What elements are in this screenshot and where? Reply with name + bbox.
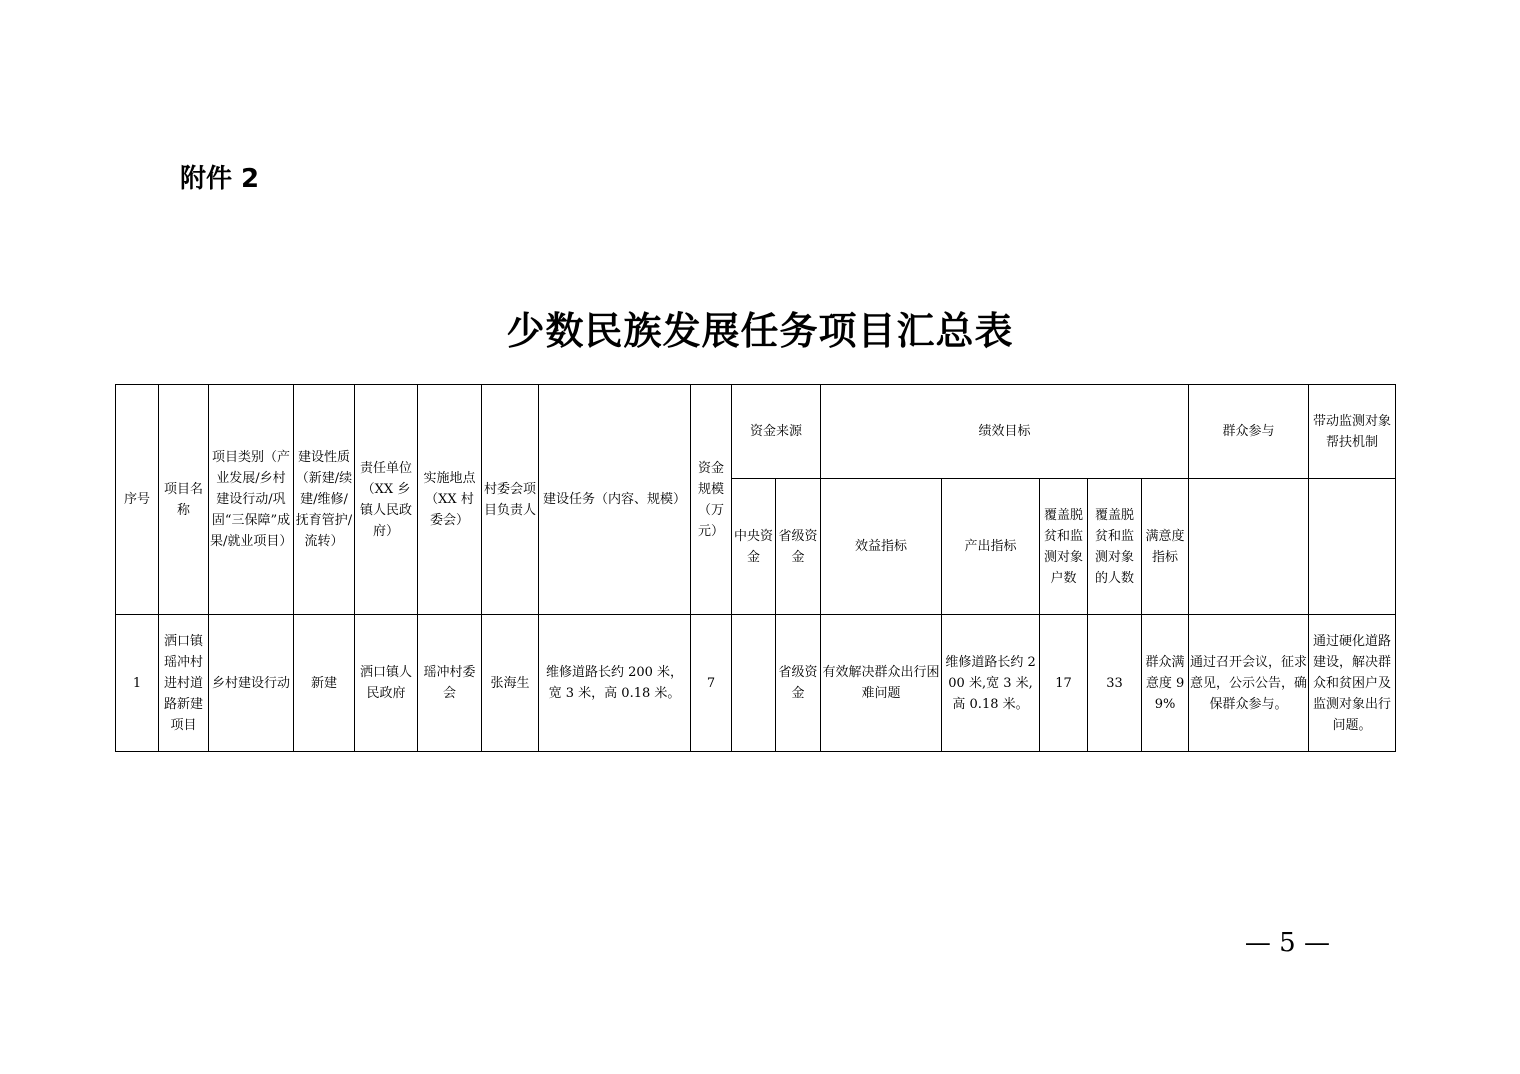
header-mechanism: 带动监测对象帮扶机制 xyxy=(1309,385,1396,479)
header-location: 实施地点（XX 村委会） xyxy=(418,385,482,615)
cell-leader: 张海生 xyxy=(482,615,539,752)
header-provincial: 省级资金 xyxy=(776,479,821,615)
header-scale: 资金规模（万元） xyxy=(691,385,732,615)
cell-name: 洒口镇瑶冲村进村道路新建项目 xyxy=(159,615,209,752)
cell-task: 维修道路长约 200 米，宽 3 米，高 0.18 米。 xyxy=(539,615,691,752)
header-households: 覆盖脱贫和监测对象户数 xyxy=(1040,479,1088,615)
header-row-top xyxy=(116,385,1396,479)
header-mechanism-empty xyxy=(1309,479,1396,615)
header-participation: 群众参与 xyxy=(1189,385,1309,479)
cell-benefit: 有效解决群众出行困难问题 xyxy=(821,615,942,752)
header-task: 建设任务（内容、规模） xyxy=(539,385,691,615)
header-seq: 序号 xyxy=(116,385,159,615)
header-performance: 绩效目标 xyxy=(821,385,1189,479)
cell-nature: 新建 xyxy=(294,615,355,752)
header-central: 中央资金 xyxy=(732,479,776,615)
cell-category: 乡村建设行动 xyxy=(209,615,294,752)
cell-people: 33 xyxy=(1088,615,1142,752)
header-satisfaction: 满意度指标 xyxy=(1142,479,1189,615)
cell-seq: 1 xyxy=(116,615,159,752)
cell-scale: 7 xyxy=(691,615,732,752)
header-benefit: 效益指标 xyxy=(821,479,942,615)
header-category: 项目类别（产业发展/乡村建设行动/巩固“三保障”成果/就业项目） xyxy=(209,385,294,615)
header-people: 覆盖脱贫和监测对象的人数 xyxy=(1088,479,1142,615)
attachment-label: 附件 2 xyxy=(180,164,260,194)
cell-central xyxy=(732,615,776,752)
cell-households: 17 xyxy=(1040,615,1088,752)
header-funding-source: 资金来源 xyxy=(732,385,821,479)
table-row xyxy=(116,615,1396,752)
header-leader: 村委会项目负责人 xyxy=(482,385,539,615)
header-unit: 责任单位（XX 乡镇人民政府） xyxy=(355,385,418,615)
header-participation-empty xyxy=(1189,479,1309,615)
page-title: 少数民族发展任务项目汇总表 xyxy=(506,308,1014,353)
cell-provincial: 省级资金 xyxy=(776,615,821,752)
cell-location: 瑶冲村委会 xyxy=(418,615,482,752)
page-number: — 5 — xyxy=(1244,928,1330,958)
cell-satisfaction: 群众满意度 99% xyxy=(1142,615,1189,752)
cell-output: 维修道路长约 200 米,宽 3 米,高 0.18 米。 xyxy=(942,615,1040,752)
header-name: 项目名称 xyxy=(159,385,209,615)
cell-unit: 洒口镇人民政府 xyxy=(355,615,418,752)
header-nature: 建设性质（新建/续建/维修/抚育管护/流转） xyxy=(294,385,355,615)
summary-table xyxy=(115,384,1396,752)
cell-mechanism: 通过硬化道路建设，解决群众和贫困户及监测对象出行问题。 xyxy=(1309,615,1396,752)
cell-participation: 通过召开会议，征求意见，公示公告，确保群众参与。 xyxy=(1189,615,1309,752)
header-output: 产出指标 xyxy=(942,479,1040,615)
